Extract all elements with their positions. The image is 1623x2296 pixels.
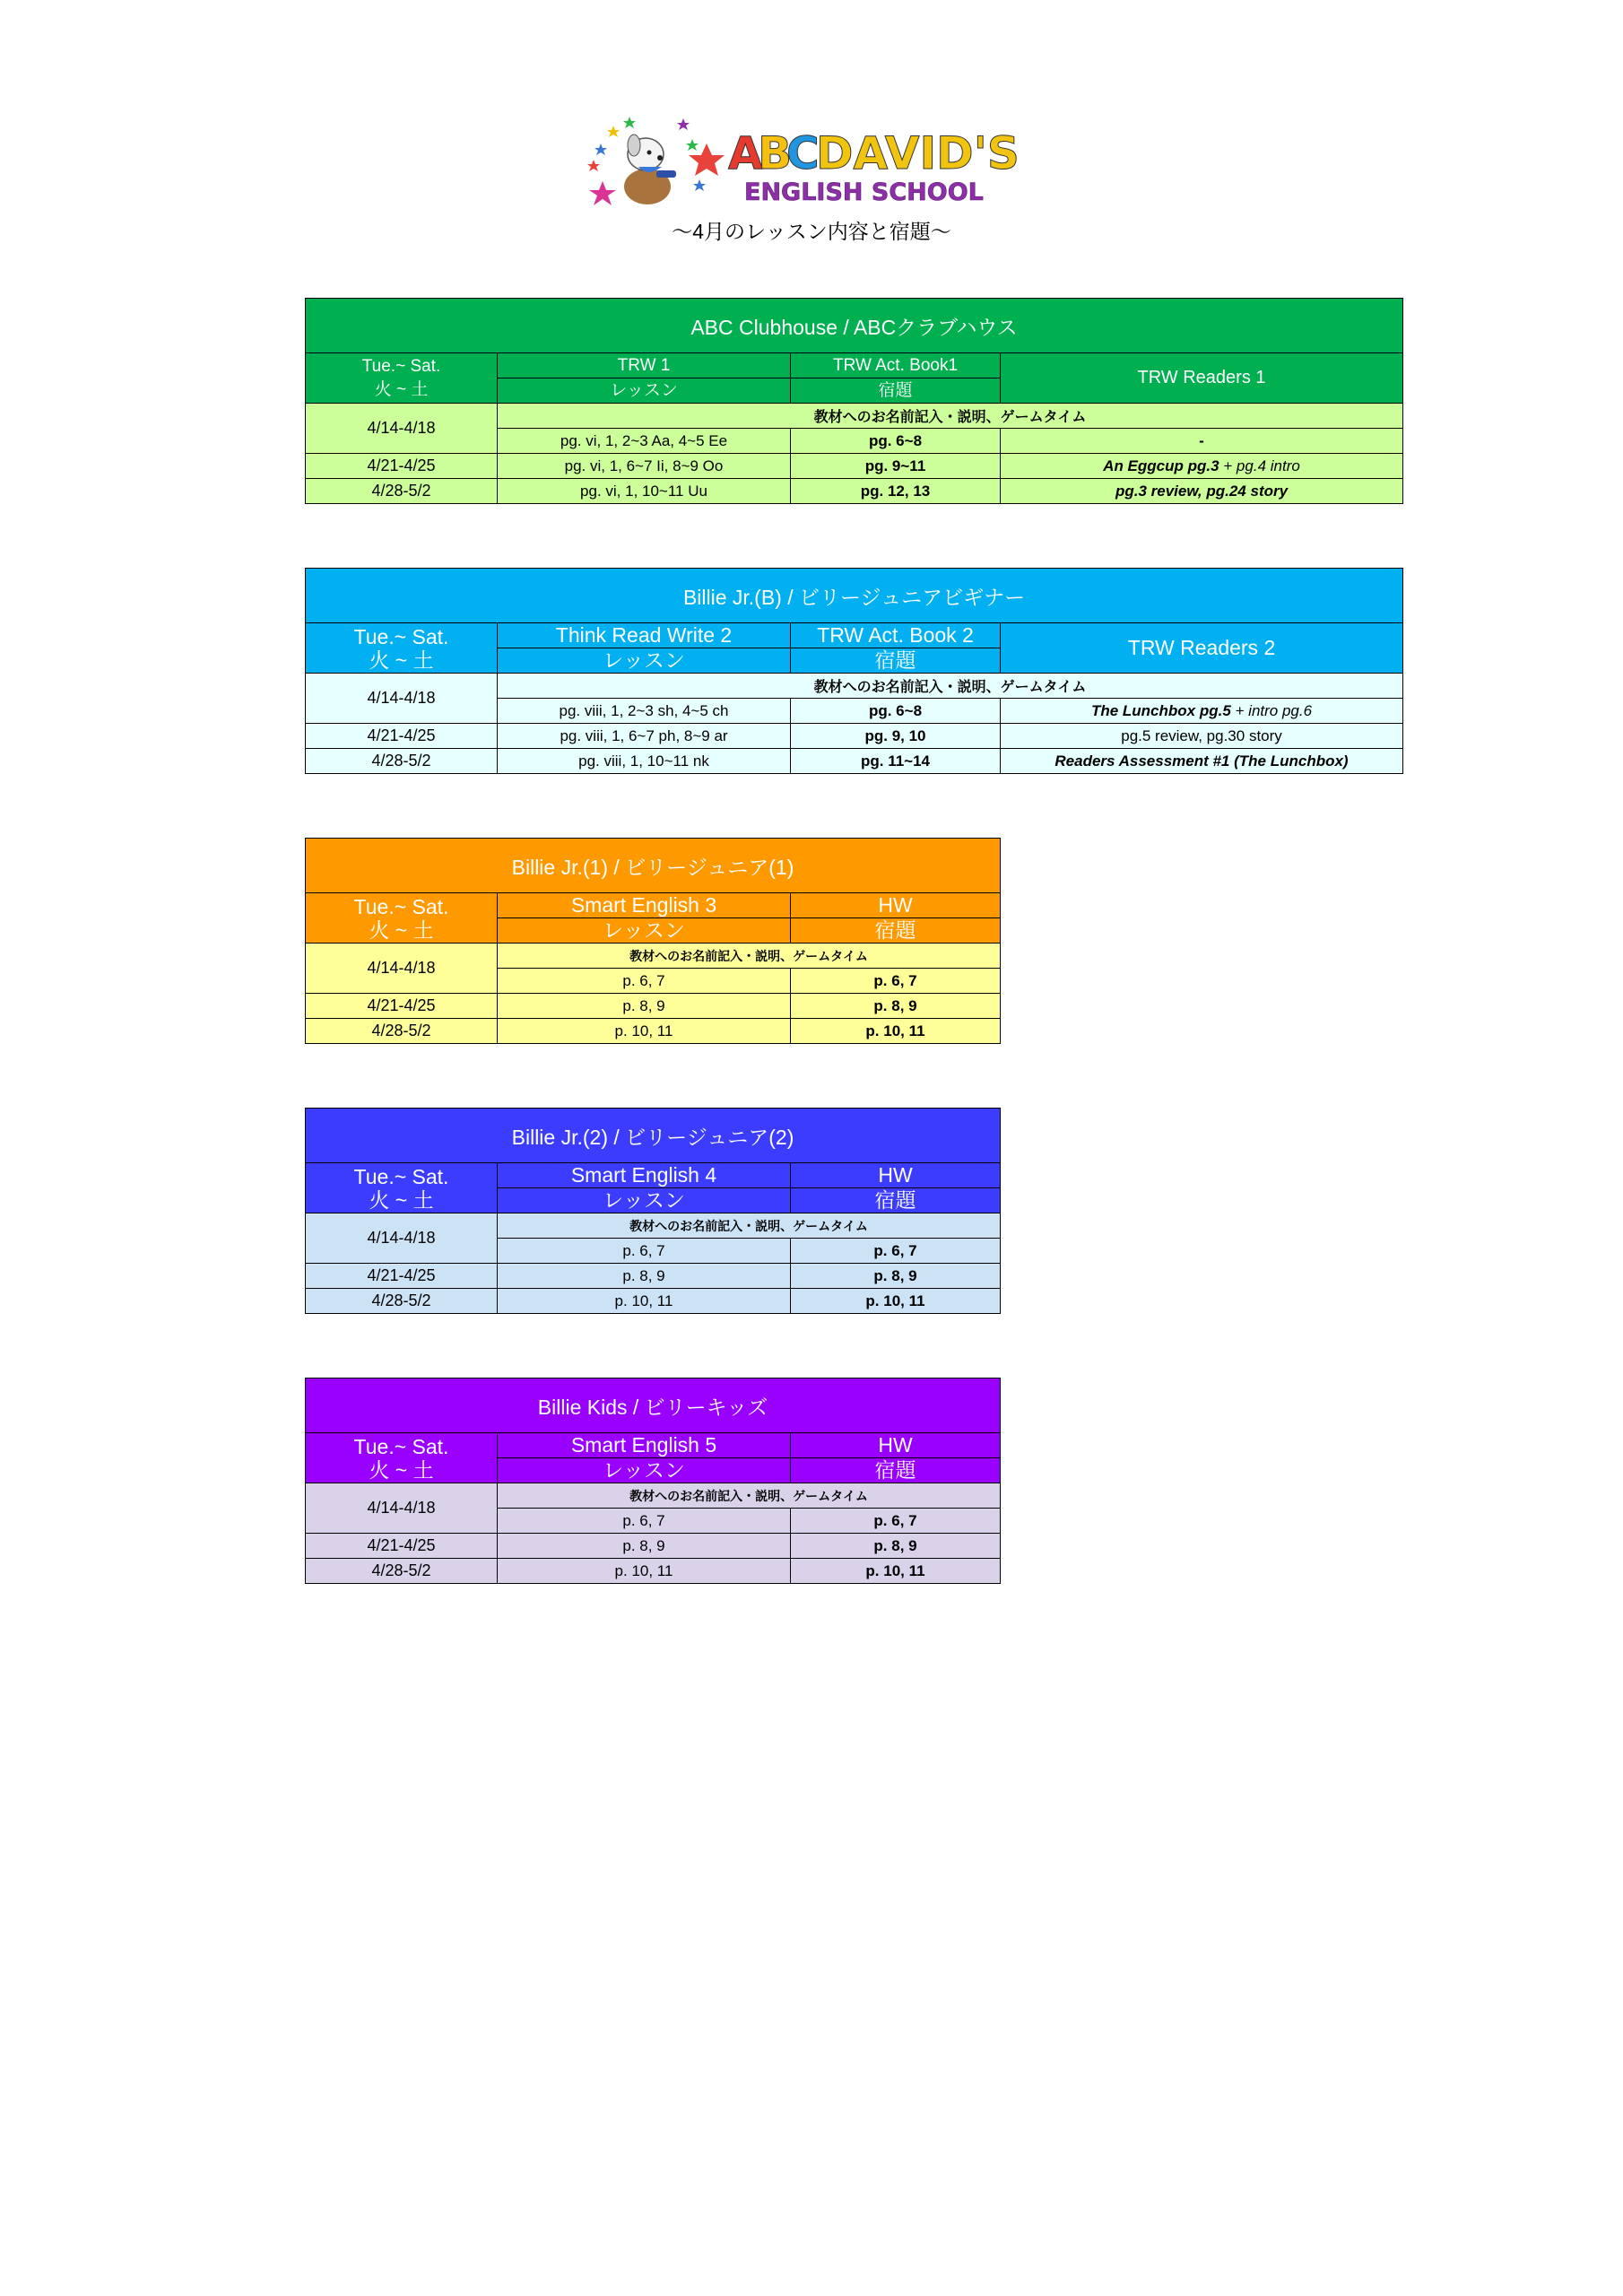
logo-brand-name: DAVID'S <box>816 127 1020 179</box>
readers-assignment: Readers Assessment #1 (The Lunchbox) <box>1001 749 1403 774</box>
homework-pages: p. 8, 9 <box>791 1534 1001 1559</box>
week-date: 4/28-5/2 <box>306 479 498 504</box>
homework-pages: pg. 6~8 <box>791 699 1001 724</box>
readers-assignment: The Lunchbox pg.5 + intro pg.6 <box>1001 699 1403 724</box>
readers-assignment: - <box>1001 429 1403 454</box>
dog-mascot-icon <box>624 135 676 204</box>
homework-pages: p. 10, 11 <box>791 1559 1001 1584</box>
homework-label: 宿題 <box>791 378 1001 404</box>
lesson-label: レッスン <box>498 648 791 674</box>
lesson-book-header: Smart English 4 <box>498 1163 791 1188</box>
homework-pages: p. 6, 7 <box>791 969 1001 994</box>
week-date: 4/14-4/18 <box>306 404 498 454</box>
homework-book-header: TRW Act. Book 2 <box>791 623 1001 648</box>
lesson-label: レッスン <box>498 1188 791 1213</box>
homework-pages: pg. 9, 10 <box>791 724 1001 749</box>
readers-header: TRW Readers 2 <box>1001 623 1403 674</box>
readers-assignment: pg.5 review, pg.30 story <box>1001 724 1403 749</box>
class-title: Billie Jr.(1) / ビリージュニア(1) <box>306 839 1001 893</box>
school-logo <box>585 108 1020 211</box>
days-header: Tue.~ Sat. 火 ~ 土 <box>306 353 498 404</box>
readers-assignment: An Eggcup pg.3 + pg.4 intro <box>1001 454 1403 479</box>
homework-pages: p. 6, 7 <box>791 1509 1001 1534</box>
class-title: Billie Jr.(2) / ビリージュニア(2) <box>306 1109 1001 1163</box>
week-date: 4/28-5/2 <box>306 1559 498 1584</box>
homework-book-header: TRW Act. Book1 <box>791 353 1001 378</box>
lesson-book-header: Think Read Write 2 <box>498 623 791 648</box>
intro-activity: 教材へのお名前記入・説明、ゲームタイム <box>498 1213 1001 1239</box>
lesson-pages: p. 10, 11 <box>498 1289 791 1314</box>
week-date: 4/21-4/25 <box>306 1264 498 1289</box>
homework-pages: p. 6, 7 <box>791 1239 1001 1264</box>
intro-activity: 教材へのお名前記入・説明、ゲームタイム <box>498 674 1403 699</box>
lesson-pages: pg. vi, 1, 10~11 Uu <box>498 479 791 504</box>
days-header: Tue.~ Sat. 火 ~ 土 <box>306 893 498 944</box>
jr1-schedule-table <box>305 838 1001 1044</box>
lesson-pages: pg. vi, 1, 6~7 Ii, 8~9 Oo <box>498 454 791 479</box>
homework-label: 宿題 <box>791 648 1001 674</box>
beginner-schedule-table <box>305 568 1403 774</box>
lesson-pages: pg. viii, 1, 2~3 sh, 4~5 ch <box>498 699 791 724</box>
lesson-pages: pg. viii, 1, 6~7 ph, 8~9 ar <box>498 724 791 749</box>
homework-label: 宿題 <box>791 918 1001 944</box>
week-date: 4/14-4/18 <box>306 944 498 994</box>
lesson-pages: p. 8, 9 <box>498 1534 791 1559</box>
week-date: 4/28-5/2 <box>306 1019 498 1044</box>
intro-activity: 教材へのお名前記入・説明、ゲームタイム <box>498 404 1403 429</box>
lesson-label: レッスン <box>498 378 791 404</box>
intro-activity: 教材へのお名前記入・説明、ゲームタイム <box>498 944 1001 969</box>
logo-school-name: ENGLISH SCHOOL <box>744 178 984 206</box>
readers-assignment: pg.3 review, pg.24 story <box>1001 479 1403 504</box>
homework-label: 宿題 <box>791 1458 1001 1483</box>
class-title: Billie Kids / ビリーキッズ <box>306 1378 1001 1433</box>
lesson-book-header: Smart English 3 <box>498 893 791 918</box>
clubhouse-schedule-table <box>305 298 1403 504</box>
intro-activity: 教材へのお名前記入・説明、ゲームタイム <box>498 1483 1001 1509</box>
homework-book-header: HW <box>791 1163 1001 1188</box>
lesson-pages: pg. viii, 1, 10~11 nk <box>498 749 791 774</box>
homework-pages: pg. 6~8 <box>791 429 1001 454</box>
homework-book-header: HW <box>791 1433 1001 1458</box>
days-header: Tue.~ Sat. 火 ~ 土 <box>306 1433 498 1483</box>
lesson-label: レッスン <box>498 1458 791 1483</box>
homework-book-header: HW <box>791 893 1001 918</box>
logo-letter-a: A <box>728 127 763 179</box>
week-date: 4/14-4/18 <box>306 674 498 724</box>
lesson-book-header: TRW 1 <box>498 353 791 378</box>
page-subtitle: 〜4月のレッスン内容と宿題〜 <box>672 220 951 243</box>
lesson-label: レッスン <box>498 918 791 944</box>
lesson-pages: p. 10, 11 <box>498 1019 791 1044</box>
homework-pages: p. 8, 9 <box>791 994 1001 1019</box>
homework-pages: p. 10, 11 <box>791 1019 1001 1044</box>
homework-pages: pg. 11~14 <box>791 749 1001 774</box>
logo-letter-c: C <box>786 127 820 179</box>
week-date: 4/28-5/2 <box>306 749 498 774</box>
lesson-pages: pg. vi, 1, 2~3 Aa, 4~5 Ee <box>498 429 791 454</box>
lesson-pages: p. 6, 7 <box>498 1239 791 1264</box>
lesson-book-header: Smart English 5 <box>498 1433 791 1458</box>
lesson-pages: p. 8, 9 <box>498 1264 791 1289</box>
lesson-pages: p. 10, 11 <box>498 1559 791 1584</box>
week-date: 4/14-4/18 <box>306 1213 498 1264</box>
kids-schedule-table <box>305 1378 1001 1584</box>
homework-pages: p. 10, 11 <box>791 1289 1001 1314</box>
days-header: Tue.~ Sat. 火 ~ 土 <box>306 1163 498 1213</box>
week-date: 4/14-4/18 <box>306 1483 498 1534</box>
week-date: 4/21-4/25 <box>306 994 498 1019</box>
lesson-pages: p. 8, 9 <box>498 994 791 1019</box>
homework-pages: p. 8, 9 <box>791 1264 1001 1289</box>
class-title: ABC Clubhouse / ABCクラブハウス <box>306 299 1403 353</box>
week-date: 4/21-4/25 <box>306 1534 498 1559</box>
logo-letter-b: B <box>758 127 793 179</box>
days-header: Tue.~ Sat. 火 ~ 土 <box>306 623 498 674</box>
lesson-pages: p. 6, 7 <box>498 969 791 994</box>
homework-pages: pg. 9~11 <box>791 454 1001 479</box>
class-title: Billie Jr.(B) / ビリージュニアビギナー <box>306 569 1403 623</box>
jr2-schedule-table <box>305 1108 1001 1314</box>
homework-label: 宿題 <box>791 1188 1001 1213</box>
week-date: 4/21-4/25 <box>306 454 498 479</box>
week-date: 4/21-4/25 <box>306 724 498 749</box>
lesson-pages: p. 6, 7 <box>498 1509 791 1534</box>
week-date: 4/28-5/2 <box>306 1289 498 1314</box>
homework-pages: pg. 12, 13 <box>791 479 1001 504</box>
readers-header: TRW Readers 1 <box>1001 353 1403 404</box>
